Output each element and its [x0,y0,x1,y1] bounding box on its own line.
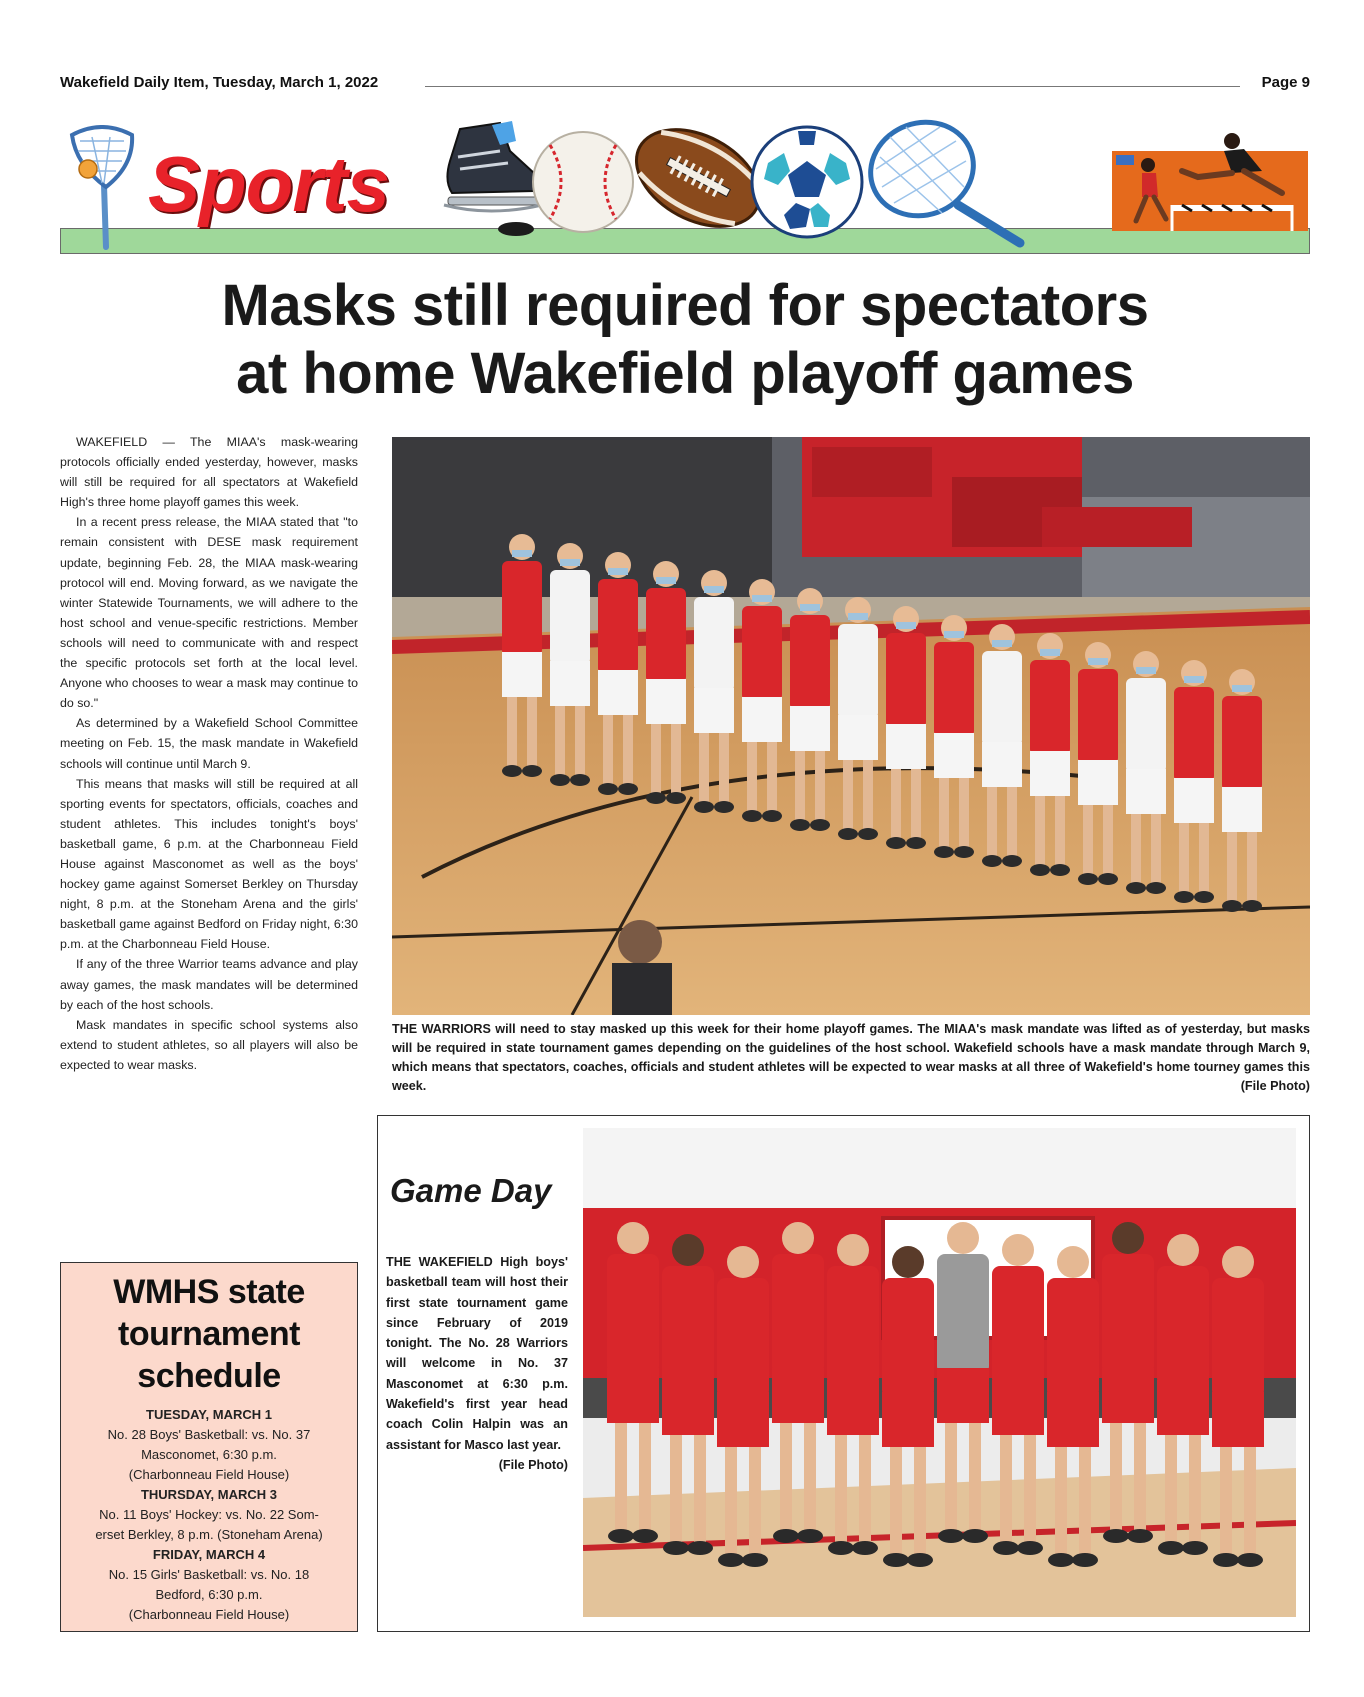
team-huddle-illustration [583,1128,1296,1617]
article-paragraph: As determined by a Wakefield School Committee meeting on Feb. 15, the mask mandate in Wakefield schools will continue until March 9. [60,716,358,771]
gameday-photo-credit: (File Photo) [498,1457,568,1472]
soccer-ball-icon [748,123,866,241]
caption-body: will need to stay masked up this week for their home playoff games. The MIAA's mask mandate was lifted as of yesterday, but masks will be required in state tournament games depending on the guidelines of the host school. Wakefield schools have a mask mandate through March 9, which means that spectators, coaches, officials and student athletes will be expected to wear masks at all three of Wakefield's home tourney games this week. [392,1022,1311,1093]
schedule-line: No. 28 Boys' Basketball: vs. No. 37 [107,1427,311,1442]
schedule-title-line: schedule [137,1357,281,1395]
hurdler-icon [1112,121,1308,231]
schedule-title [61,1271,357,1397]
photo-caption [392,1020,1310,1096]
schedule-list [61,1405,357,1625]
headline-line-2: at home Wakefield playoff games [236,341,1134,406]
article-body [60,432,358,1075]
section-title: Sports [148,140,390,228]
photo-credit: (File Photo) [1240,1079,1310,1093]
schedule-line: No. 11 Boys' Hockey: vs. No. 22 Som- [99,1507,319,1522]
page-number: Page 9 [1261,74,1310,91]
schedule-box [60,1262,358,1632]
article-paragraph: WAKEFIELD — The MIAA's mask-wearing protocols officially ended yesterday, however, masks will still be required for all spectators at Wakefield High's three home playoff games this week. [60,435,358,510]
gameday-title: Game Day [390,1172,552,1209]
headline-line-1: Masks still required for spectators [221,273,1149,338]
schedule-title-line: WMHS state [113,1273,305,1311]
lacrosse-stick-icon [62,125,142,250]
article-paragraph: Mask mandates in specific school systems also extend to student athletes, so all players will also be expected to wear masks. [60,1017,358,1072]
schedule-date: FRIDAY, MARCH 4 [152,1547,266,1562]
schedule-line: erset Berkley, 8 p.m. (Stoneham Arena) [95,1527,323,1542]
baseball-icon [528,127,638,237]
schedule-line: (Charbonneau Field House) [128,1607,290,1622]
gameday-caption [386,1252,568,1475]
team-lineup-photo [392,437,1310,1015]
running-head [60,74,1310,96]
schedule-title-line: tournament [118,1315,300,1353]
article-paragraph: If any of the three Warrior teams advance and play away games, the mask mandates will be determined by each of the host schools. [60,957,358,1012]
tennis-racket-icon [860,117,1028,249]
article-headline [60,272,1310,408]
team-lineup-illustration [392,437,1310,1015]
schedule-date: THURSDAY, MARCH 3 [140,1487,278,1502]
team-huddle-photo [583,1128,1296,1617]
sports-banner [60,115,1310,255]
caption-lead: THE WARRIORS [392,1022,491,1036]
article-paragraph: In a recent press release, the MIAA stated that "to remain consistent with DESE mask requirement update, beginning Feb. 28, the MIAA mask-wearing protocol will end. Moving forward, as we navigate the winter Statewide Tournaments, we will adhere to the host school and venue-specific restrictions. Member schools will need to communicate with and respect the specific protocols set forth at the local level. Anyone who chooses to wear a mask may continue to do so." [60,515,358,711]
football-icon [628,115,768,241]
gameday-caption-text: THE WAKEFIELD High boys' basketball team will host their first state tournament game since February of 2019 tonight. The No. 28 Warriors will welcome in No. 37 Masconomet at 6:30 p.m. Wakefield's first year head coach Colin Halpin was an assistant for Masco last year. [386,1255,568,1452]
schedule-line: (Charbonneau Field House) [128,1467,290,1482]
schedule-date: TUESDAY, MARCH 1 [146,1407,272,1422]
header-rule [425,86,1240,87]
paper-dateline: Wakefield Daily Item, Tuesday, March 1, 2022 [60,74,379,91]
schedule-line: Masconomet, 6:30 p.m. [141,1447,277,1462]
schedule-line: Bedford, 6:30 p.m. [155,1587,263,1602]
schedule-line: No. 15 Girls' Basketball: vs. No. 18 [108,1567,310,1582]
article-paragraph: This means that masks will still be required at all sporting events for spectators, officials, coaches and student athletes. This includes tonight's boys' basketball game, 6 p.m. at the Charbonneau Field House against Masconomet as well as the boys' hockey game against Somerset Berkley on Thursday night, 8 p.m. at the Stoneham Arena and the girls' basketball game against Bedford on Friday night, 6:30 p.m. at the Charbonneau Field House. [60,776,358,952]
gameday-box [377,1115,1310,1632]
